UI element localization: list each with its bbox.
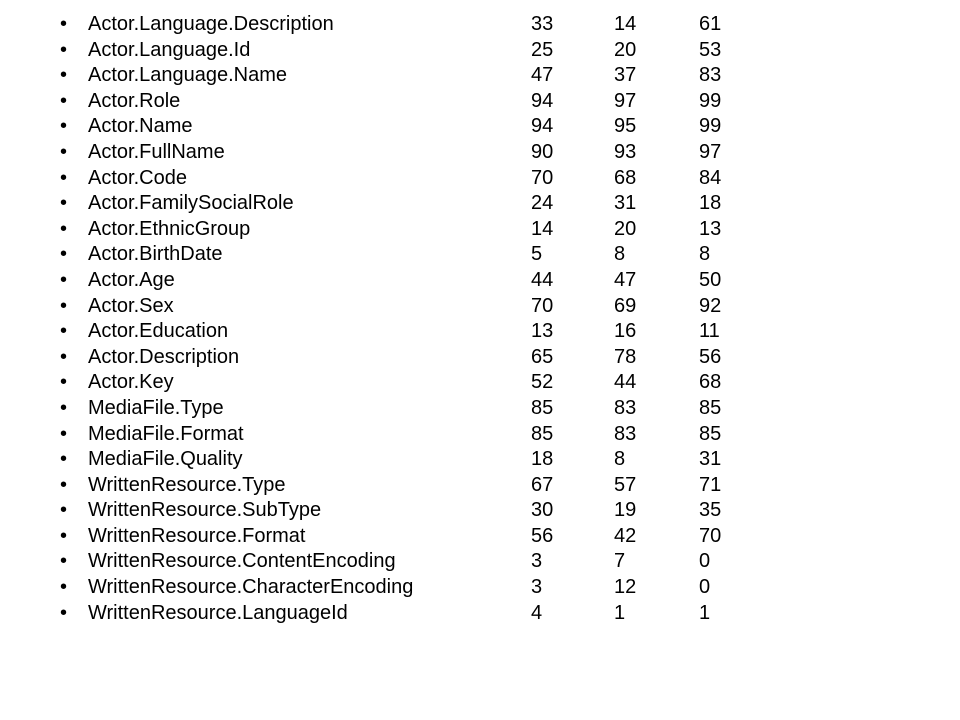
bullet-icon: • xyxy=(60,448,68,471)
list-item xyxy=(0,89,960,115)
value-col-2: 83 xyxy=(614,396,637,419)
value-col-1: 44 xyxy=(531,268,554,291)
value-col-1: 14 xyxy=(531,217,554,240)
value-col-1: 85 xyxy=(531,396,554,419)
value-col-2: 20 xyxy=(614,38,637,61)
value-col-1: 13 xyxy=(531,320,554,343)
row-label: Actor.Key xyxy=(88,371,174,394)
row-label: WrittenResource.Format xyxy=(88,524,306,547)
value-col-2: 57 xyxy=(614,473,637,496)
row-label: MediaFile.Quality xyxy=(88,448,243,471)
value-col-1: 52 xyxy=(531,371,554,394)
bullet-icon: • xyxy=(60,268,68,291)
value-col-1: 56 xyxy=(531,524,554,547)
bullet-icon: • xyxy=(60,166,68,189)
value-col-1: 94 xyxy=(531,115,554,138)
value-col-3: 71 xyxy=(699,473,722,496)
list-item xyxy=(0,38,960,64)
row-label: Actor.Name xyxy=(88,115,193,138)
value-col-3: 68 xyxy=(699,371,722,394)
bullet-icon: • xyxy=(60,422,68,445)
value-col-2: 8 xyxy=(614,243,626,266)
value-col-3: 92 xyxy=(699,294,722,317)
row-label: Actor.FamilySocialRole xyxy=(88,192,294,215)
row-label: WrittenResource.ContentEncoding xyxy=(88,550,396,573)
list-item xyxy=(0,319,960,345)
row-label: Actor.Language.Description xyxy=(88,13,334,35)
list-item xyxy=(0,575,960,601)
list-item xyxy=(0,242,960,268)
value-col-3: 13 xyxy=(699,217,722,240)
list-item xyxy=(0,191,960,217)
list-item xyxy=(0,447,960,473)
value-col-3: 18 xyxy=(699,192,722,215)
value-col-1: 65 xyxy=(531,345,554,368)
list-item xyxy=(0,294,960,320)
value-col-2: 37 xyxy=(614,64,637,87)
list-item xyxy=(0,114,960,140)
row-label: Actor.Language.Id xyxy=(88,38,251,61)
value-col-3: 56 xyxy=(699,345,722,368)
value-col-3: 83 xyxy=(699,64,722,87)
row-label: Actor.EthnicGroup xyxy=(88,217,251,240)
value-col-1: 70 xyxy=(531,294,554,317)
value-col-3: 61 xyxy=(699,13,722,35)
list-item xyxy=(0,63,960,89)
bullet-icon: • xyxy=(60,499,68,522)
bullet-icon: • xyxy=(60,473,68,496)
value-col-1: 24 xyxy=(531,192,554,215)
row-label: Actor.Sex xyxy=(88,294,174,317)
value-col-1: 5 xyxy=(531,243,543,266)
value-col-2: 31 xyxy=(614,192,637,215)
bullet-icon: • xyxy=(60,192,68,215)
value-col-2: 97 xyxy=(614,89,637,112)
value-col-2: 1 xyxy=(614,601,626,624)
value-col-2: 83 xyxy=(614,422,637,445)
value-col-3: 50 xyxy=(699,268,722,291)
value-col-2: 19 xyxy=(614,499,637,522)
bullet-icon: • xyxy=(60,115,68,138)
value-col-1: 30 xyxy=(531,499,554,522)
value-col-2: 95 xyxy=(614,115,637,138)
list-item xyxy=(0,422,960,448)
value-col-3: 99 xyxy=(699,89,722,112)
row-label: WrittenResource.LanguageId xyxy=(88,601,348,624)
bullet-icon: • xyxy=(60,524,68,547)
row-label: WrittenResource.Type xyxy=(88,473,286,496)
value-col-2: 78 xyxy=(614,345,637,368)
bullet-icon: • xyxy=(60,396,68,419)
value-col-2: 44 xyxy=(614,371,637,394)
bullet-list xyxy=(0,12,960,626)
row-label: MediaFile.Type xyxy=(88,396,224,419)
row-label: Actor.Code xyxy=(88,166,187,189)
value-col-1: 47 xyxy=(531,64,554,87)
row-label: Actor.Role xyxy=(88,89,181,112)
value-col-1: 3 xyxy=(531,576,543,599)
list-item xyxy=(0,166,960,192)
value-col-2: 7 xyxy=(614,550,626,573)
value-col-1: 70 xyxy=(531,166,554,189)
value-col-1: 3 xyxy=(531,550,543,573)
value-col-1: 85 xyxy=(531,422,554,445)
value-col-2: 20 xyxy=(614,217,637,240)
bullet-icon: • xyxy=(60,294,68,317)
value-col-2: 68 xyxy=(614,166,637,189)
row-label: Actor.FullName xyxy=(88,140,225,163)
value-col-1: 67 xyxy=(531,473,554,496)
value-col-2: 47 xyxy=(614,268,637,291)
bullet-icon: • xyxy=(60,550,68,573)
value-col-3: 97 xyxy=(699,140,722,163)
value-col-1: 90 xyxy=(531,140,554,163)
value-col-3: 84 xyxy=(699,166,722,189)
bullet-icon: • xyxy=(60,371,68,394)
bullet-icon: • xyxy=(60,13,68,35)
value-col-1: 94 xyxy=(531,89,554,112)
value-col-2: 93 xyxy=(614,140,637,163)
value-col-3: 1 xyxy=(699,601,711,624)
row-label: WrittenResource.CharacterEncoding xyxy=(88,576,414,599)
list-item xyxy=(0,549,960,575)
bullet-icon: • xyxy=(60,140,68,163)
list-item xyxy=(0,370,960,396)
value-col-3: 85 xyxy=(699,396,722,419)
value-col-1: 25 xyxy=(531,38,554,61)
bullet-icon: • xyxy=(60,320,68,343)
value-col-1: 18 xyxy=(531,448,554,471)
value-col-3: 8 xyxy=(699,243,711,266)
value-col-3: 0 xyxy=(699,576,711,599)
row-label: Actor.Education xyxy=(88,320,229,343)
list-item xyxy=(0,268,960,294)
list-item xyxy=(0,601,960,627)
value-col-3: 53 xyxy=(699,38,722,61)
bullet-icon: • xyxy=(60,601,68,624)
value-col-1: 33 xyxy=(531,13,554,35)
bullet-icon: • xyxy=(60,345,68,368)
bullet-icon: • xyxy=(60,38,68,61)
value-col-3: 11 xyxy=(699,320,720,343)
row-label: Actor.Age xyxy=(88,268,175,291)
row-label: WrittenResource.SubType xyxy=(88,499,322,522)
list-item xyxy=(0,12,960,38)
list-item xyxy=(0,140,960,166)
value-col-3: 0 xyxy=(699,550,711,573)
list-item xyxy=(0,524,960,550)
list-item xyxy=(0,498,960,524)
value-col-2: 14 xyxy=(614,13,637,35)
value-col-2: 16 xyxy=(614,320,637,343)
row-label: Actor.Description xyxy=(88,345,240,368)
list-item xyxy=(0,396,960,422)
value-col-3: 70 xyxy=(699,524,722,547)
bullet-icon: • xyxy=(60,217,68,240)
row-label: Actor.Language.Name xyxy=(88,64,288,87)
value-col-1: 4 xyxy=(531,601,543,624)
list-item xyxy=(0,473,960,499)
value-col-2: 12 xyxy=(614,576,637,599)
list-item xyxy=(0,345,960,371)
value-col-3: 85 xyxy=(699,422,722,445)
value-col-3: 31 xyxy=(699,448,722,471)
value-col-3: 35 xyxy=(699,499,722,522)
list-item xyxy=(0,217,960,243)
bullet-icon: • xyxy=(60,576,68,599)
bullet-icon: • xyxy=(60,89,68,112)
value-col-3: 99 xyxy=(699,115,722,138)
bullet-icon: • xyxy=(60,243,68,266)
value-col-2: 69 xyxy=(614,294,637,317)
bullet-icon: • xyxy=(60,64,68,87)
row-label: MediaFile.Format xyxy=(88,422,244,445)
value-col-2: 8 xyxy=(614,448,626,471)
value-col-2: 42 xyxy=(614,524,637,547)
row-label: Actor.BirthDate xyxy=(88,243,223,266)
